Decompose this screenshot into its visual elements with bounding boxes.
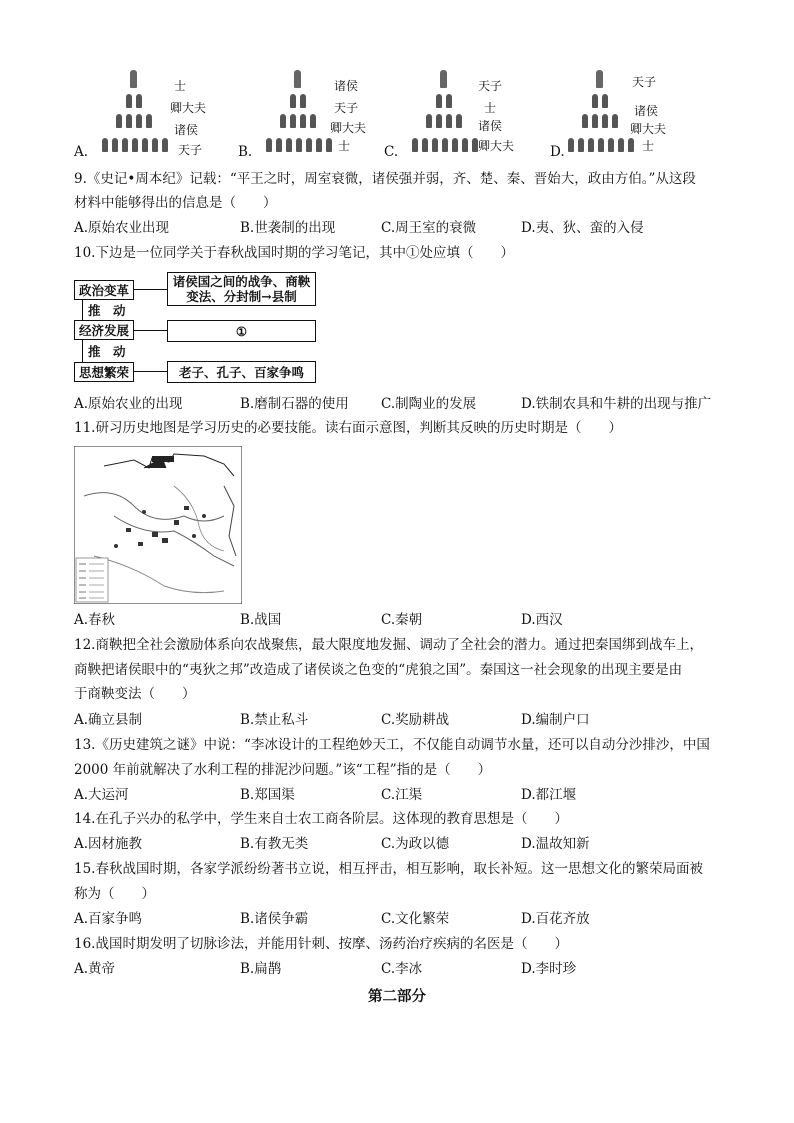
q15-option-a[interactable]: A.百家争鸣 [74, 911, 143, 927]
connector-politics [134, 289, 167, 290]
q12-option-a[interactable]: A.确立县制 [74, 712, 143, 728]
q16-option-d[interactable]: D.李时珍 [521, 961, 577, 977]
q14-option-a[interactable]: A.因材施教 [74, 836, 143, 852]
push-label-1: 推 动 [88, 303, 126, 318]
q15-option-d[interactable]: D.百花齐放 [521, 911, 590, 927]
pyramid-a-label-1: 士 [174, 79, 187, 93]
pyramid-figure-a [98, 66, 178, 158]
q13-option-d[interactable]: D.都江堰 [521, 787, 577, 803]
q15-stem-line-1: 15.春秋战国时期，各家学派纷纷著书立说，相互抨击，相互影响，取长补短。这一思想文化的繁荣局面被 [74, 861, 703, 877]
pyramid-b-label-3: 卿大夫 [330, 121, 367, 135]
q11-option-d[interactable]: D.西汉 [521, 612, 563, 628]
q14-option-d[interactable]: D.温故知新 [521, 836, 590, 852]
pyramid-c-label-2: 士 [484, 101, 497, 115]
q10-option-b[interactable]: B.磨制石器的使用 [240, 396, 349, 412]
q11-option-b[interactable]: B.战国 [240, 612, 282, 628]
pyramid-b-label-2: 天子 [334, 101, 359, 115]
diagram-politics-detail [167, 272, 316, 306]
q12-stem-line-3: 于商鞅变法（ ） [74, 686, 196, 702]
q15-option-c[interactable]: C.文化繁荣 [381, 911, 450, 927]
pyramid-c-label-3: 诸侯 [478, 119, 503, 133]
pyramid-a-letter: A. [74, 144, 89, 160]
q12-stem-line-1: 12.商鞅把全社会激励体系向农战聚焦，最大限度地发掘、调动了全社会的潜力。通过把秦国绑到战车上， [74, 637, 703, 653]
diagram-economy-box: 经济发展 [74, 320, 134, 340]
pyramid-d-label-3: 卿大夫 [630, 122, 667, 136]
vertical-line-1 [82, 300, 83, 320]
q12-option-b[interactable]: B.禁止私斗 [240, 712, 309, 728]
q9-option-b[interactable]: B.世袭制的出现 [240, 220, 336, 236]
diagram-politics-detail-line-1: 诸侯国之间的战争、商鞅 [172, 274, 311, 289]
pyramid-d-label-1: 天子 [632, 75, 657, 89]
q11-option-c[interactable]: C.秦朝 [381, 612, 423, 628]
historical-map-image [74, 446, 242, 604]
q9-stem-line-2: 材料中能够得出的信息是（ ） [74, 195, 277, 211]
q12-option-d[interactable]: D.编制户口 [521, 712, 590, 728]
pyramid-c-label-1: 天子 [478, 79, 503, 93]
q13-stem-line-2: 2000 年前就解决了水利工程的排泥沙问题。”该“工程”指的是（ ） [74, 762, 492, 778]
diagram-politics-detail-line-2: 变法、分封制→县制 [186, 289, 297, 304]
diagram-blank-box: ① [167, 320, 316, 342]
q9-option-d[interactable]: D.夷、狄、蛮的入侵 [521, 220, 644, 236]
q13-option-a[interactable]: A.大运河 [74, 787, 129, 803]
pyramid-b-letter: B. [238, 144, 253, 160]
q13-option-c[interactable]: C.江渠 [381, 787, 423, 803]
q15-stem-line-2: 称为（ ） [74, 886, 155, 902]
pyramid-a-label-4: 天子 [178, 143, 203, 157]
q12-stem-line-2: 商鞅把诸侯眼中的“夷狄之邦”改造成了诸侯谈之色变的“虎狼之国”。秦国这一社会现象的出现主要是由 [74, 662, 683, 678]
map-svg [74, 446, 242, 604]
q16-stem: 16.战国时期发明了切脉诊法，并能用针刺、按摩、汤药治疗疾病的名医是（ ） [74, 936, 568, 952]
q16-option-c[interactable]: C.李冰 [381, 961, 423, 977]
pyramid-a-label-2: 卿大夫 [170, 101, 207, 115]
q10-stem: 10.下边是一位同学关于春秋战国时期的学习笔记，其中①处应填（ ） [74, 245, 514, 261]
pyramid-c-letter: C. [384, 144, 399, 160]
q9-stem-line-1: 9.《史记•周本纪》记载：“平王之时，周室衰微，诸侯强并弱，齐、楚、秦、晋始大，政由方伯。”从这段 [74, 171, 696, 187]
pyramid-a-label-3: 诸侯 [174, 123, 199, 137]
pyramid-figure-c [408, 66, 488, 158]
connector-economy [134, 330, 167, 331]
diagram-politics-box: 政治变革 [74, 280, 134, 300]
q14-stem: 14.在孔子兴办的私学中，学生来自士农工商各阶层。这体现的教育思想是（ ） [74, 811, 568, 827]
diagram-thought-detail: 老子、孔子、百家争鸣 [167, 361, 316, 383]
q13-option-b[interactable]: B.郑国渠 [240, 787, 295, 803]
q10-option-c[interactable]: C.制陶业的发展 [381, 396, 477, 412]
pyramid-d-letter: D. [550, 144, 565, 160]
push-label-2: 推 动 [88, 344, 126, 359]
q14-option-b[interactable]: B.有教无类 [240, 836, 309, 852]
pyramid-d-label-2: 诸侯 [634, 104, 659, 118]
q11-option-a[interactable]: A.春秋 [74, 612, 116, 628]
q13-stem-line-1: 13.《历史建筑之谜》中说：“李冰设计的工程绝妙天工，不仅能自动调节水量，还可以自动分沙排沙，中国 [74, 737, 710, 753]
pyramid-d-label-4: 士 [642, 139, 655, 153]
q15-option-b[interactable]: B.诸侯争霸 [240, 911, 309, 927]
q10-option-d[interactable]: D.铁制农具和牛耕的出现与推广 [521, 396, 712, 412]
pyramid-b-label-1: 诸侯 [334, 79, 359, 93]
q14-option-c[interactable]: C.为政以德 [381, 836, 450, 852]
q16-option-b[interactable]: B.扁鹊 [240, 961, 282, 977]
q12-option-c[interactable]: C.奖励耕战 [381, 712, 450, 728]
diagram-thought-box: 思想繁荣 [74, 362, 134, 382]
q16-option-a[interactable]: A.黄帝 [74, 961, 116, 977]
pyramid-b-label-4: 士 [338, 139, 351, 153]
q11-stem: 11.研习历史地图是学习历史的必要技能。读右面示意图，判断其反映的历史时期是（ ） [74, 420, 622, 436]
vertical-line-2 [82, 340, 83, 362]
pyramid-c-label-4: 卿大夫 [478, 139, 515, 153]
connector-thought [134, 371, 167, 372]
q10-option-a[interactable]: A.原始农业的出现 [74, 396, 183, 412]
pyramid-figure-b [262, 66, 342, 158]
q9-option-a[interactable]: A.原始农业出现 [74, 220, 170, 236]
q9-option-c[interactable]: C.周王室的衰微 [381, 220, 477, 236]
section-2-title: 第二部分 [368, 988, 426, 1005]
